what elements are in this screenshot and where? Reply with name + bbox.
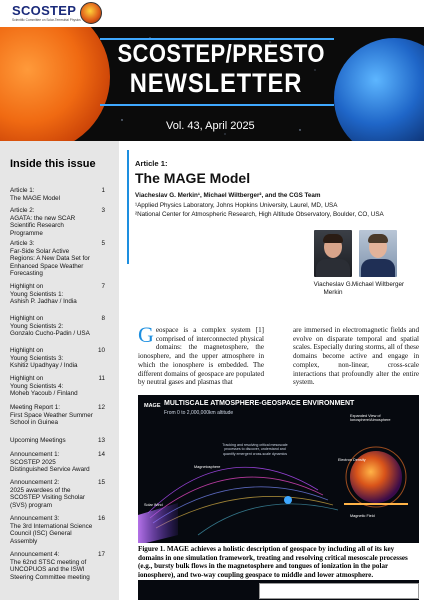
toc-item-label: Announcement 1: SCOSTEP 2025 Distinguished Service Award (10, 451, 90, 474)
mage-logo: MAGE (144, 403, 161, 409)
toc-item-page: 5 (101, 240, 105, 247)
article-authors: Viacheslav G. Merkin¹, Michael Wiltberger², and the CGS Team (135, 192, 321, 199)
newsletter-header (0, 0, 424, 141)
toc-item[interactable] (10, 437, 115, 445)
toc-item-page: 8 (101, 315, 105, 322)
toc-item-label: Announcement 4: The 62nd STSC meeting of UNCOPUOS and the ISWI Steering Committee meeting (10, 551, 90, 581)
label-electron-density: Electron Density (338, 458, 366, 462)
toc-item-label: Highlight on Young Scientists 4: Moheb Yacoub / Finland (10, 375, 78, 398)
toc-item[interactable] (10, 451, 115, 474)
title-line-1: SCOSTEP/PRESTO (117, 40, 325, 68)
photo-caption-merkin: Viacheslav G. Merkin (313, 281, 353, 296)
toc-item[interactable] (10, 479, 115, 509)
toc-item-page: 10 (97, 347, 105, 354)
toc-item-page: 16 (97, 515, 105, 522)
figure-note: Tracking and resolving critical mesoscale processes to discover, understand and quantify emergent cross-scale dynamics (222, 443, 288, 456)
author-photo-merkin (314, 230, 352, 277)
footer-box (259, 583, 419, 599)
scostep-logo-subtext: Scientific Committee on Solar-Terrestrial Physics (12, 18, 81, 22)
toc-item[interactable] (10, 207, 115, 237)
article-title: The MAGE Model (135, 170, 251, 186)
toc-item-label: Highlight on Young Scientists 1: Ashish P. Jadhav / India (10, 283, 77, 306)
toc-item-label: Meeting Report 1: First Space Weather Summer School in Guinea (10, 404, 93, 427)
photo-caption-wiltberger: Michael Wiltberger (351, 281, 405, 288)
figure-subtitle: From 0 to 2,000,000km altitude (164, 410, 234, 416)
article-main (119, 141, 424, 600)
toc-item-label: Article 3: Far-Side Solar Active Regions: A New Data Set for Enhanced Space Weather Forecasting (10, 240, 90, 278)
body-column-1 (138, 322, 264, 387)
article-label: Article 1: (135, 159, 168, 168)
toc-item-label: Article 1: The MAGE Model (10, 187, 61, 202)
toc-item-label: Highlight on Young Scientists 2: Gonzalo Cucho-Padin / USA (10, 315, 90, 338)
title-line-2: NEWSLETTER (129, 68, 303, 98)
toc-item-page: 17 (97, 551, 105, 558)
toc-item-label: Announcement 2: 2025 awardees of the SCOSTEP Visiting Scholar (SVS) program (10, 479, 86, 509)
toc-item-page: 11 (98, 375, 105, 382)
affiliation-1: ¹Applied Physics Laboratory, Johns Hopkins University, Laurel, MD, USA (135, 202, 338, 209)
article-accent-bar (127, 150, 129, 264)
toc-item[interactable] (10, 315, 115, 338)
scostep-logo: SCOSTEP (12, 3, 77, 18)
presto-logo (80, 2, 102, 24)
logo-bar (0, 0, 424, 27)
body-column-1-text: eospace is a complex system [1] comprised of interconnected physical domains: the magnetosphere, the ionosphere, and the upper atmosphere in which the ionosphere is embedded. The different domains of geospace are populated by neutral gases and plasmas that (138, 326, 264, 387)
toc-item-page: 14 (97, 451, 105, 458)
toc-item[interactable] (10, 187, 115, 202)
toc-item-label: Article 2: AGATA: the new SCAR Scientific Research Programme (10, 207, 76, 237)
toc-item[interactable] (10, 240, 115, 278)
toc-item[interactable] (10, 551, 115, 581)
toc-title: Inside this issue (10, 158, 96, 170)
label-magnetic-field: Magnetic Field (350, 514, 375, 518)
label-magnetosphere: Magnetosphere (194, 465, 221, 469)
newsletter-title (104, 40, 328, 98)
toc-item-label: Upcoming Meetings (10, 437, 66, 444)
figure-caption: Figure 1. MAGE achieves a holistic description of geospace by including all of its key domains in one simulation framework, treating and resolving critical mesoscale processes (e.g., bursty bulk flows in the magnetosphere and tongues of ionization in the polar ionosphere), and two-way coupling geospace to middle and lower atmosphere. (138, 543, 419, 580)
label-expanded-view: Expanded View of Ionosphere/Atmosphere (350, 414, 391, 422)
toc-item-label: Highlight on Young Scientists 3: Kshitiz Upadhyay / India (10, 347, 78, 370)
toc-item[interactable] (10, 404, 115, 427)
toc-item-page: 3 (101, 207, 105, 214)
earth-image (334, 38, 424, 141)
toc-item-label: Announcement 3: The 3rd International Science Council (ISC) General Assembly (10, 515, 93, 545)
body-column-2: are immersed in electromagnetic fields and evolve on disparate temporal and spatial scales. Especially during storms, all of these domains become active and engage in complex, non-linear, cross-scale interactions that profoundly alter the entire system. (293, 326, 419, 387)
drop-cap: G (138, 322, 154, 347)
toc-item-page: 13 (97, 437, 105, 444)
affiliation-2: ²National Center for Atmospheric Research, High Altitude Observatory, Boulder, CO, USA (135, 211, 384, 218)
title-bottom-rule (100, 104, 334, 106)
toc-item-page: 15 (97, 479, 105, 486)
toc-item-page: 7 (101, 283, 105, 290)
toc-sidebar (0, 141, 119, 600)
toc-item[interactable] (10, 375, 115, 398)
toc-item[interactable] (10, 283, 115, 306)
author-photo-wiltberger (359, 230, 397, 277)
label-solar-wind: Solar Wind (144, 503, 163, 507)
toc-item[interactable] (10, 347, 115, 370)
volume-date: Vol. 43, April 2025 (166, 120, 255, 132)
toc-item-page: 12 (97, 404, 105, 411)
toc-item[interactable] (10, 515, 115, 545)
figure-title: MULTISCALE ATMOSPHERE-GEOSPACE ENVIRONMENT (164, 400, 355, 407)
toc-item-page: 1 (101, 187, 105, 194)
